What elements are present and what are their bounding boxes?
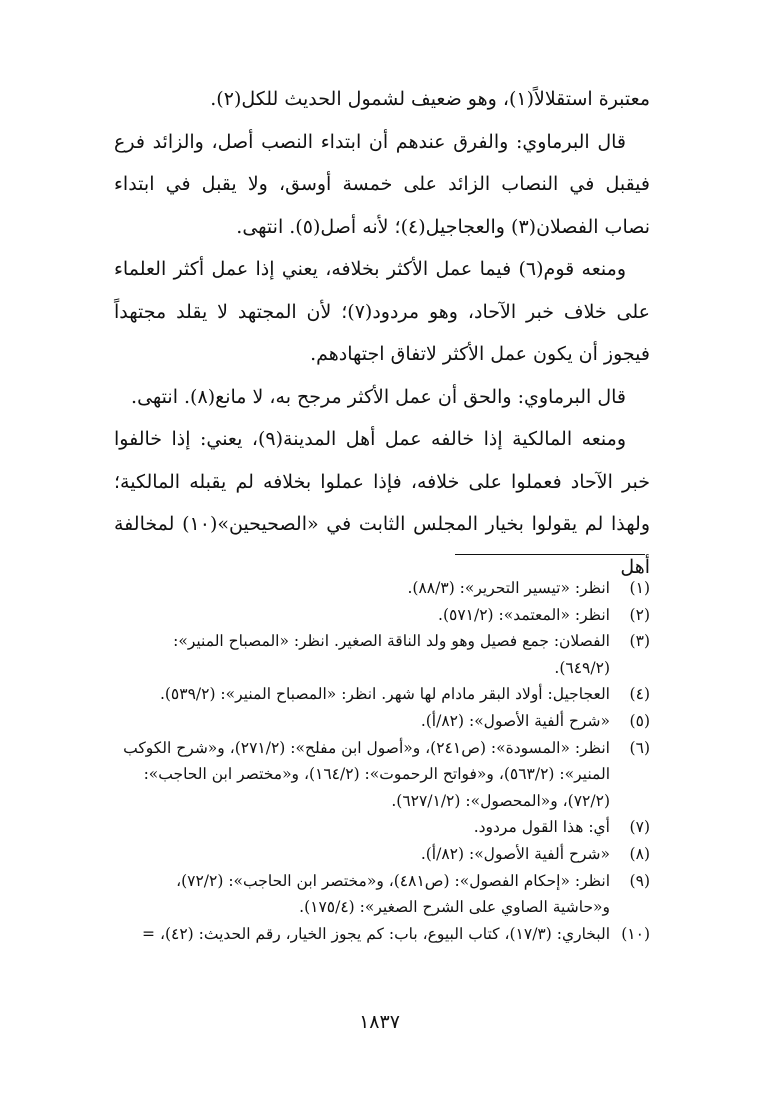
paragraph: معتبرة استقلالاً(١)، وهو ضعيف لشمول الحديث للكل(٢).	[210, 88, 650, 110]
footnote	[114, 735, 650, 815]
footnote-text: انظر: «المعتمد»: (٥٧١/٢).	[438, 605, 610, 624]
footnote-text: انظر: «تيسير التحرير»: (٨٨/٣).	[407, 579, 610, 597]
footnote	[114, 814, 650, 841]
footnote	[114, 868, 650, 921]
page-number: ١٨٣٧	[359, 1011, 400, 1033]
footnote-number: (٦)	[629, 738, 650, 757]
footnote-text: «شرح ألفية الأصول»: (٨٢/أ).	[420, 844, 610, 863]
footnote-text: أي: هذا القول مردود.	[473, 818, 610, 837]
footnote-text: الفصلان: جمع فصيل وهو ولد الناقة الصغير. انظر: «المصباح المنير»: (٦٤٩/٢).	[173, 632, 610, 677]
footnote	[114, 841, 650, 868]
footnote-number: (٨)	[629, 844, 650, 863]
footnote	[114, 628, 650, 681]
footnote	[114, 575, 650, 602]
footnote	[114, 681, 650, 708]
footnote-text: البخاري: (١٧/٣)، كتاب البيوع، باب: كم يجوز الخيار، رقم الحديث: (٤٢)، =	[142, 924, 610, 943]
paragraph: قال البرماوي: والفرق عندهم أن ابتداء النصب أصل، والزائد فرع فيقبل في النصاب الزائد على خمسة أوسق، ولا يقبل في ابتداء نصاب الفصلان(٣) والعجاجيل(٤)؛ لأنه أصل(٥). انتهى.	[114, 130, 650, 238]
footnote-text: انظر: «المسودة»: (ص٢٤١)، و«أصول ابن مفلح»: (٢٧١/٢)، و«شرح الكوكب المنير»: (٥٦٣/٢)، و«فواتح الرحموت»: (١٦٤/٢)، و«مختصر ابن الحاجب»: (٧٢/٢)، و«المحصول»: (٦٢٧/١/٢).	[123, 738, 610, 810]
paragraph: ومنعه المالكية إذا خالفه عمل أهل المدينة(٩)، يعني: إذا خالفوا خبر الآحاد فعملوا على خلافه، فإذا عملوا بخلافه لم يقبله المالكية؛ ولهذا لم يقولوا بخيار المجلس الثابت في «الصحيحين»(١٠) لمخالفة أهل	[114, 428, 651, 578]
footnote-number: (٤)	[629, 685, 650, 704]
footnote-number: (١)	[629, 579, 650, 597]
footnote-number: (٣)	[629, 632, 650, 651]
main-text	[114, 78, 650, 588]
footnote-number: (٩)	[629, 871, 650, 890]
footnote-text: العجاجيل: أولاد البقر مادام لها شهر. انظر: «المصباح المنير»: (٥٣٩/٢).	[159, 685, 610, 704]
footnote-text: انظر: «إحكام الفصول»: (ص٤٨١)، و«مختصر ابن الحاجب»: (٧٢/٢)، و«حاشية الصاوي على الشرح الصغير»: (١٧٥/٤).	[176, 871, 610, 917]
paragraph: ومنعه قوم(٦) فيما عمل الأكثر بخلافه، يعني إذا عمل أكثر العلماء على خلاف خبر الآحاد، وهو مردود(٧)؛ لأن المجتهد لا يقلد مجتهداً فيجوز أن يكون عمل الأكثر لاتفاق اجتهادهم.	[114, 258, 651, 365]
footnote-number: (٧)	[629, 818, 650, 837]
footnote	[114, 921, 650, 948]
footnote-text: «شرح ألفية الأصول»: (٨٢/أ).	[420, 711, 610, 730]
paragraph: قال البرماوي: والحق أن عمل الأكثر مرجح به، لا مانع(٨). انتهى.	[131, 385, 626, 408]
footnote	[114, 708, 650, 735]
footnote-separator	[455, 554, 645, 555]
footnotes	[114, 575, 650, 947]
footnote	[114, 602, 650, 629]
footnote-number: (٥)	[629, 711, 650, 730]
footnote-number: (٢)	[629, 605, 650, 624]
footnote-number: (١٠)	[621, 924, 650, 943]
